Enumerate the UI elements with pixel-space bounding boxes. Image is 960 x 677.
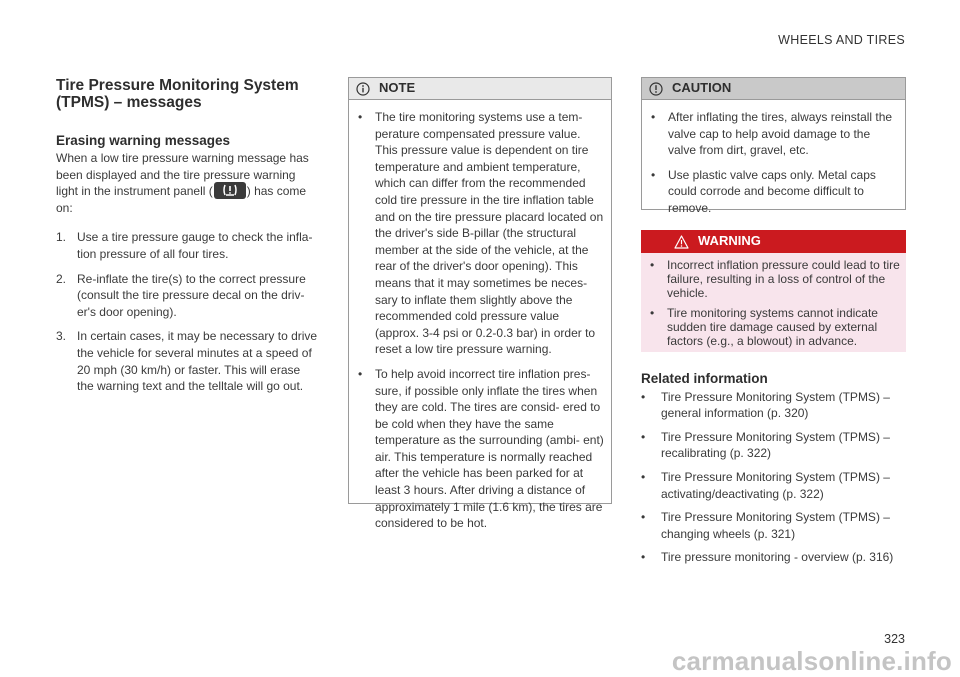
caution-header [642, 78, 905, 100]
list-item: • Incorrect inflation pressure could lead to tire failure, resulting in a loss of control of the vehicle. [650, 258, 900, 300]
related-link[interactable]: • Tire Pressure Monitoring System (TPMS) – activating/deactivating (p. 322) [641, 469, 906, 502]
page-title: Tire Pressure Monitoring System (TPMS) – messages [56, 77, 299, 111]
list-item: • Use plastic valve caps only. Metal caps could corrode and become difficult to remove. [651, 167, 899, 217]
info-icon [356, 82, 370, 96]
list-item: • After inflating the tires, always reinstall the valve cap to help avoid damage to the valve from dirt, gravel, etc. [651, 109, 899, 159]
note-label: NOTE [379, 80, 416, 96]
list-item [56, 229, 318, 262]
step-number: 2. [56, 271, 67, 286]
section-subtitle: Erasing warning messages [56, 133, 231, 148]
note-list [349, 100, 611, 532]
warning-list [641, 253, 906, 348]
step-number: 1. [56, 230, 67, 245]
related-title: Related information [641, 371, 768, 386]
list-item [56, 271, 318, 321]
related-link[interactable]: • Tire Pressure Monitoring System (TPMS) – general information (p. 320) [641, 389, 906, 422]
tire-pressure-warning-icon [214, 182, 246, 199]
list-item: • The tire monitoring systems use a tem- perature compensated pressure value. This pressure value is dependent on tire temperature and ambient temperature, which can differ from the recommended cold tire pressure in the tire inflation table and on the tire pressure placard located on the driver's side B-pillar (the structural member at the side of the vehicle, at the rear of the driver's door opening). This means that it may sometimes be neces- sary to inflate them slightly above the recommended cold pressure value (approx. 3-4 psi or 0.2-0.3 bar) in order to reset a low tire pressure warning. [358, 109, 605, 358]
related-list [641, 389, 906, 566]
list-item: • Tire monitoring systems cannot indicate sudden tire damage caused by external factors (e.g., a blowout) in advance. [650, 306, 900, 348]
note-header [349, 78, 611, 100]
step-number: 3. [56, 329, 67, 344]
intro-text-before: When a low tire pressure warning message has been displayed and the tire pressure warning light in the instrument panell ( [56, 151, 309, 199]
caution-list [642, 100, 905, 217]
warning-box [641, 230, 906, 352]
step-text: Re-inflate the tire(s) to the correct pressure (consult the tire pressure decal on the driv- er's door opening). [77, 271, 306, 319]
step-text: In certain cases, it may be necessary to drive the vehicle for several minutes at a speed of 20 mph (30 km/h) or faster. This will erase the warning text and the telltale will go out. [77, 329, 318, 394]
caution-label: CAUTION [672, 80, 732, 96]
warning-label: WARNING [698, 233, 761, 249]
intro-text-after: ) has come on: [56, 184, 307, 215]
list-item: • To help avoid incorrect tire inflation pres- sure, if possible only inflate the tires when they are cold. The tires are consid- ered to be cold when they have the same temperature as the surrounding (ambi- ent) air. This temperature is normally reached after the vehicle has been parked for at least 3 hours. After driving a distance of approximately 1 mile (1.6 km), the tires are considered to be hot. [358, 366, 605, 532]
related-link[interactable]: • Tire pressure monitoring - overview (p. 316) [641, 549, 906, 566]
watermark-text: carmanualsonline.info [671, 646, 952, 676]
step-text: Use a tire pressure gauge to check the infla- tion pressure of all four tires. [77, 230, 313, 261]
left-column [56, 77, 318, 403]
middle-column [348, 77, 612, 531]
list-item [56, 328, 318, 394]
related-link[interactable]: • Tire Pressure Monitoring System (TPMS) – recalibrating (p. 322) [641, 429, 906, 462]
note-box [348, 77, 612, 531]
page-number: 323 [884, 632, 905, 646]
exclamation-circle-icon [649, 82, 663, 96]
section-header: WHEELS AND TIRES [778, 33, 905, 47]
right-column [641, 77, 906, 573]
warning-header [641, 230, 906, 253]
steps-list [56, 229, 318, 394]
intro-paragraph [56, 150, 318, 216]
warning-triangle-icon [674, 235, 689, 249]
related-link[interactable]: • Tire Pressure Monitoring System (TPMS) – changing wheels (p. 321) [641, 509, 906, 542]
caution-box [641, 77, 906, 215]
